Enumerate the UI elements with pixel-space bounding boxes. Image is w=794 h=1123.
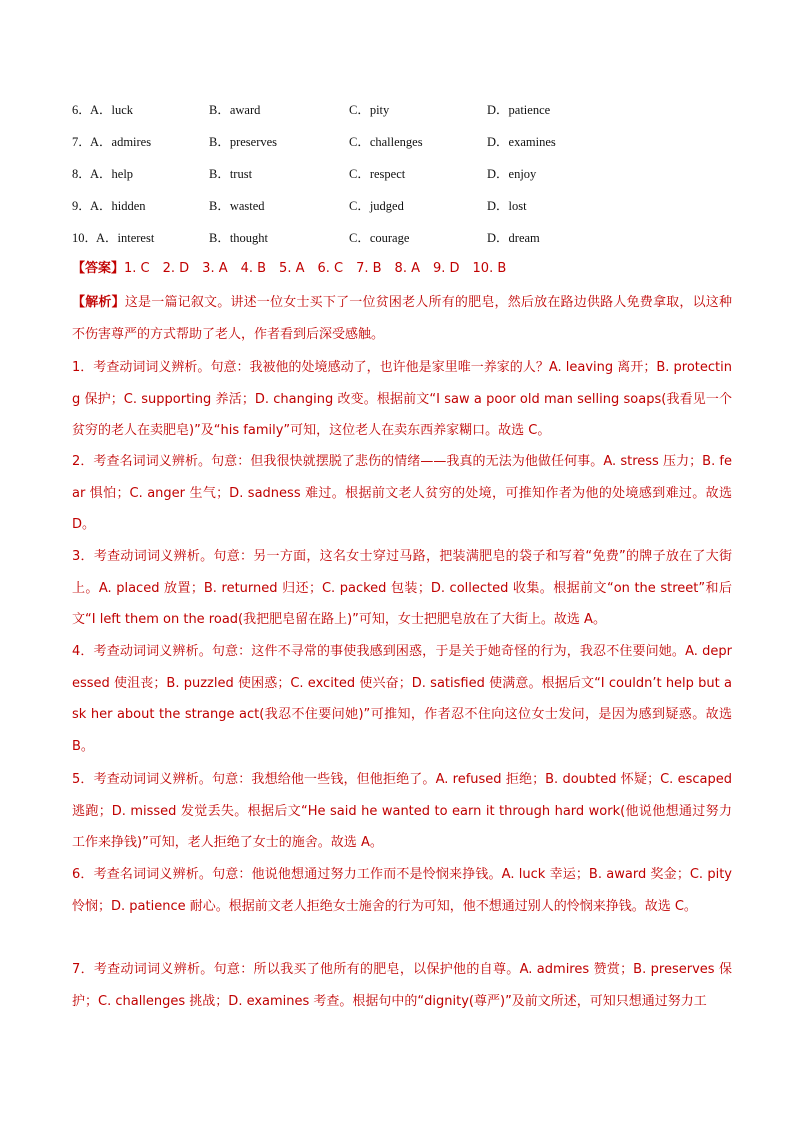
question-number: 8． — [72, 167, 91, 181]
option-b: B．wasted — [209, 199, 265, 213]
option-b: B．thought — [209, 231, 269, 245]
answer-list: 1. C 2. D 3. A 4. B 5. A 6. C 7. B 8. A 9. D 10. B — [124, 261, 507, 276]
explanation-5: 5．考查动词词义辨析。句意：我想给他一些钱，但他拒绝了。A. refused 拒绝；B. doubted 怀疑；C. escaped 逃跑；D. missed 发觉丢失。根据后文“He said he wanted to earn it through hard work(他说他想通过努力工作来挣钱)”可知，老人拒绝了女士的施舍。故选 A。 — [72, 772, 732, 850]
answer-tag: 【答案】 — [72, 261, 125, 276]
question-number: 6． — [72, 103, 91, 117]
option-d: D．enjoy — [487, 167, 537, 181]
option-b: B．preserves — [209, 135, 278, 149]
question-number: 10． — [72, 231, 98, 245]
explanation-6: 6．考查名词词义辨析。句意：他说他想通过努力工作而不是怜悯来挣钱。A. luck 幸运；B. award 奖金；C. pity 怜悯；D. patience 耐心。根据前文老人拒绝女士施舍的行为可知，他不想通过别人的怜悯来挣钱。故选 C。 — [72, 867, 732, 914]
option-d: D．lost — [487, 199, 527, 213]
option-a: A．hidden — [90, 199, 146, 213]
question-number: 7． — [72, 135, 91, 149]
explanation-2: 2．考查名词词义辨析。句意：但我很快就摆脱了悲伤的情绪——我真的无法为他做任何事。A. stress 压力；B. fear 惧怕；C. anger 生气；D. sadness 难过。根据前文老人贫穷的处境，可推知作者为他的处境感到难过。故选 D。 — [72, 454, 732, 532]
explanation-7: 7．考查动词词义辨析。句意：所以我买了他所有的肥皂，以保护他的自尊。A. admires 赞赏；B. preserves 保护；C. challenges 挑战；D. examines 考查。根据句中的“dignity(尊严)”及前文所述，可知只想通过努力工 — [72, 962, 732, 1009]
question-number: 9． — [72, 199, 91, 213]
explanation-4: 4．考查动词词义辨析。句意：这件不寻常的事使我感到困惑，于是关于她奇怪的行为，我忍不住要问她。A. depressed 使沮丧；B. puzzled 使困惑；C. excited 使兴奋；D. satisfied 使满意。根据后文“I couldn’t help but ask her about the strange act(我忍不住要问她)”可推知，作者忍不住向这位女士发问，是因为感到疑惑。故选 B。 — [72, 644, 732, 754]
analysis-intro-text: 这是一篇记叙文。讲述一位女士买下了一位贫困老人所有的肥皂，然后放在路边供路人免费拿取，以这种不伤害尊严的方式帮助了老人，作者看到后深受感触。 — [72, 295, 732, 342]
analysis-tag: 【解析】 — [72, 295, 125, 310]
option-a: A．help — [90, 167, 134, 181]
option-b: B．award — [209, 103, 261, 117]
option-a: A．interest — [96, 231, 155, 245]
option-c: C．judged — [349, 199, 404, 213]
option-c: C．pity — [349, 103, 390, 117]
analysis-intro — [72, 287, 732, 350]
option-b: B．trust — [209, 167, 253, 181]
answer-key — [72, 258, 506, 280]
option-c: C．challenges — [349, 135, 423, 149]
explanation-1: 1．考查动词词义辨析。句意：我被他的处境感动了，也许他是家里唯一养家的人？A. leaving 离开；B. protecting 保护；C. supporting 养活；D. changing 改变。根据前文“I saw a poor old man selling soaps(我看见一个贫穷的老人在卖肥皂)”及“his family”可知，这位老人在卖东西养家糊口。故选 C。 — [72, 360, 732, 438]
option-c: C．respect — [349, 167, 406, 181]
option-a: A．luck — [90, 103, 134, 117]
explanation-3: 3．考查动词词义辨析。句意：另一方面，这名女士穿过马路，把装满肥皂的袋子和写着“免费”的牌子放在了大街上。A. placed 放置；B. returned 归还；C. packed 包装；D. collected 收集。根据前文“on the street”和后文“I left them on the road(我把肥皂留在路上)”可知，女士把肥皂放在了大街上。故选 A。 — [72, 549, 732, 627]
option-a: A．admires — [90, 135, 152, 149]
option-c: C．courage — [349, 231, 410, 245]
option-d: D．patience — [487, 103, 551, 117]
option-d: D．examines — [487, 135, 556, 149]
option-d: D．dream — [487, 231, 540, 245]
